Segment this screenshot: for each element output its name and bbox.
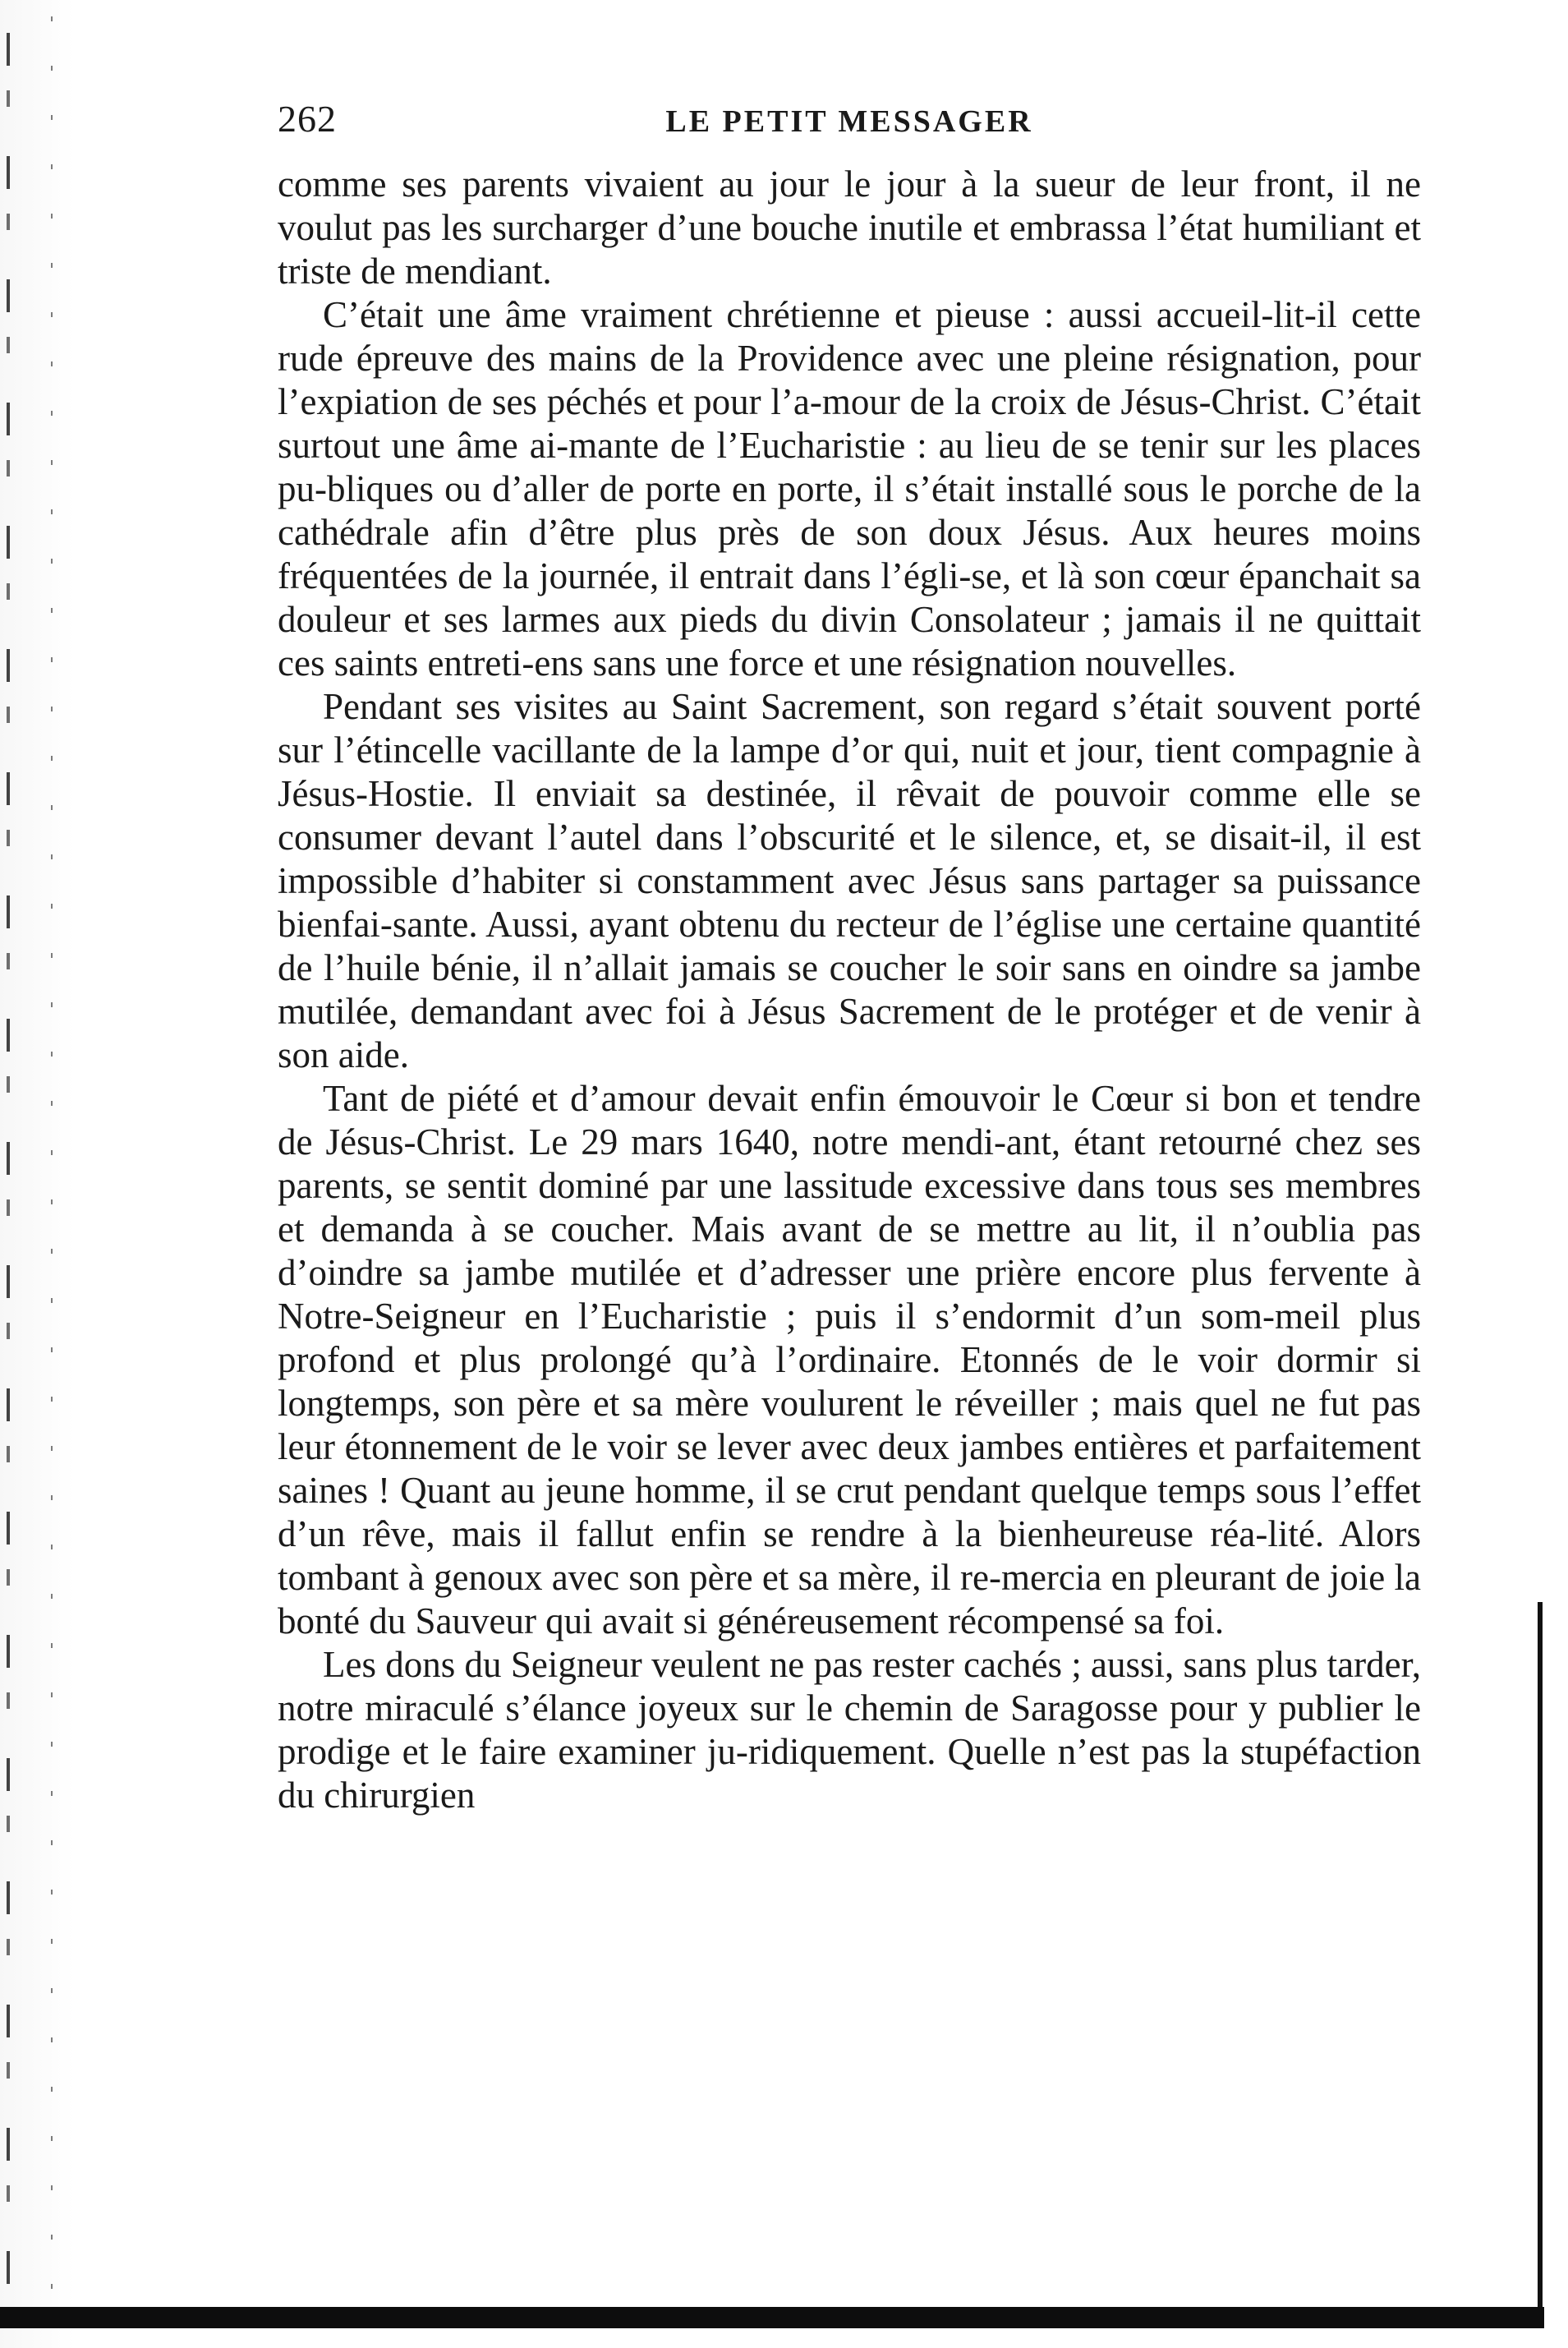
book-page [278,97,1421,1817]
page-number: 262 [278,98,337,140]
paragraph: C’était une âme vraiment chrétienne et pieuse : aussi accueil-lit-il cette rude épreuve des mains de la Providence avec une pleine résignation, pour l’expiation de ses péchés et pour l’a-mour de la croix de Jésus-Christ. C’était surtout une âme ai-mante de l’Eucharistie : au lieu de se tenir sur les places pu-bliques ou d’aller de porte en porte, il s’était installé sous le porche de la cathédrale afin d’être plus près de son doux Jésus. Aux heures moins fréquentées de la journée, il entrait dans l’égli-se, et là son cœur épanchait sa douleur et ses larmes aux pieds du divin Consolateur ; jamais il ne quittait ces saints entreti-ens sans une force et une résignation nouvelles. [278,294,1421,684]
paragraph: Pendant ses visites au Saint Sacrement, son regard s’était souvent porté sur l’étincelle vacillante de la lampe d’or qui, nuit et jour, tient compagnie à Jésus-Hostie. Il enviait sa destinée, il rêvait de pouvoir comme elle se consumer devant l’autel dans l’obscurité et le silence, et, se disait-il, il est impossible d’habiter si constamment avec Jésus sans partager sa puissance bienfai-sante. Aussi, ayant obtenu du recteur de l’église une certaine quantité de l’huile bénie, il n’allait jamais se coucher le soir sans en oindre sa jambe mutilée, demandant avec foi à Jésus Sacrement de le protéger et de venir à son aide. [278,686,1421,1075]
scan-right-margin-rule [1538,1602,1543,2325]
running-title: LE PETIT MESSAGER [665,104,1033,139]
paragraph-continued: comme ses parents vivaient au jour le jour à la sueur de leur front, il ne voulut pas les surcharger d’une bouche inutile et embrassa l’état humiliant et triste de mendiant. [278,163,1421,292]
paragraph: Les dons du Seigneur veulent ne pas rester cachés ; aussi, sans plus tarder, notre miraculé s’élance joyeux sur le chemin de Saragosse pour y publier le prodige et le faire examiner ju-ridiquement. Quelle n’est pas la stupéfaction du chirurgien [278,1644,1421,1816]
page-header [278,97,1421,154]
scanned-page-left-edge [0,0,74,2348]
paragraph: Tant de piété et d’amour devait enfin émouvoir le Cœur si bon et tendre de Jésus-Christ. Le 29 mars 1640, notre mendi-ant, étant retourné chez ses parents, se sentit dominé par une lassitude excessive dans tous ses membres et demanda à se coucher. Mais avant de se mettre au lit, il n’oublia pas d’oindre sa jambe mutilée et d’adresser une prière encore plus fervente à Notre-Seigneur en l’Eucharistie ; puis il s’endormit d’un som-meil plus profond et plus prolongé qu’à l’ordinaire. Etonnés de le voir dormir si longtemps, son père et sa mère voulurent le réveiller ; mais quel ne fut pas leur étonnement de le voir se lever avec deux jambes entières et parfaitement saines ! Quant au jeune homme, il se crut pendant quelque temps sous l’effet d’un rêve, mais il fallut enfin se rendre à la bienheureuse réa-lité. Alors tombant à genoux avec son père et sa mère, il re-mercia en pleurant de joie la bonté du Sauveur qui avait si généreusement récompensé sa foi. [278,1078,1421,1641]
scan-bottom-border [0,2307,1544,2328]
body-text [278,163,1421,1817]
